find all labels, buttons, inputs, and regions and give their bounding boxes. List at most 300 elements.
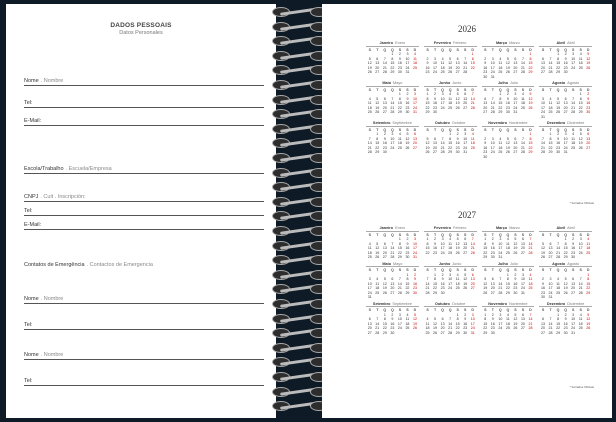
day-cell: 29 <box>563 255 568 259</box>
month-name-es: Septiembre <box>392 301 412 306</box>
field-line[interactable] <box>24 190 264 202</box>
day-cell: 5 <box>542 241 545 246</box>
day-cell: 2 <box>434 237 437 241</box>
day-cell: 31 <box>520 290 525 295</box>
field-line[interactable] <box>24 204 264 216</box>
month-name-es: Abril <box>567 226 575 230</box>
day-cell: 11 <box>498 141 503 145</box>
spiral-coil <box>270 254 330 266</box>
day-grid <box>539 308 592 335</box>
calendar-year-2 <box>366 226 592 335</box>
day-cell: 22 <box>448 145 453 150</box>
day-cell: 15 <box>556 61 561 65</box>
day-cell: 28 <box>470 105 475 110</box>
weekday-header: Q <box>383 87 387 92</box>
field-line[interactable] <box>24 374 264 386</box>
day-cell: 22 <box>483 326 488 330</box>
day-cell: 18 <box>505 246 510 250</box>
month-name-es: Octubre <box>451 301 466 306</box>
day-cell: 21 <box>425 286 430 290</box>
weekday-header: Q <box>564 308 568 312</box>
month-block <box>539 226 592 260</box>
day-cell: 5 <box>449 56 452 61</box>
field-line[interactable] <box>24 292 264 304</box>
field-line[interactable] <box>24 218 264 230</box>
day-cell: 9 <box>484 141 487 145</box>
day-cell: 19 <box>586 321 591 326</box>
day-cell: 17 <box>448 281 453 286</box>
month-header <box>424 81 477 87</box>
day-cell: 27 <box>563 110 568 114</box>
day-cell: 28 <box>390 255 395 259</box>
day-cell: 21 <box>470 101 475 105</box>
day-cell: 2 <box>406 92 409 96</box>
day-cell: 30 <box>556 150 561 154</box>
day-cell: 2 <box>391 312 394 317</box>
day-cell: 2 <box>491 237 494 241</box>
day-cell: 2 <box>514 272 517 277</box>
day-cell: 6 <box>413 132 416 136</box>
day-cell: 19 <box>433 326 438 330</box>
day-cell: 28 <box>571 110 576 114</box>
weekday-header: S <box>514 127 517 132</box>
day-cell: 29 <box>528 70 533 74</box>
day-cell: 19 <box>375 250 380 255</box>
day-cell: 19 <box>505 65 510 70</box>
month-block <box>424 302 477 336</box>
weekday-header: Q <box>564 47 568 52</box>
day-cell: 17 <box>433 65 438 70</box>
month-name-es: Mayo <box>393 81 403 85</box>
weekday-header: S <box>406 127 409 132</box>
day-cell: 3 <box>491 136 494 141</box>
day-cell: 23 <box>405 250 410 255</box>
day-cell: 3 <box>464 132 467 136</box>
day-cell: 30 <box>440 290 445 295</box>
field-line[interactable] <box>24 96 264 108</box>
day-grid <box>424 128 477 155</box>
day-cell: 8 <box>391 56 394 61</box>
day-cell: 23 <box>483 70 488 74</box>
day-cell: 9 <box>572 241 575 246</box>
weekday-header: T <box>376 308 379 312</box>
weekday-header: S <box>521 127 525 132</box>
day-cell: 13 <box>463 241 468 246</box>
day-cell: 9 <box>456 136 459 141</box>
spiral-coil <box>270 313 330 325</box>
day-cell: 4 <box>506 312 509 317</box>
page-subtitle: Datos Personales <box>119 30 163 36</box>
day-cell: 21 <box>578 286 583 290</box>
day-cell: 3 <box>406 52 409 56</box>
day-cell: 22 <box>390 65 395 70</box>
weekday-header: S <box>368 127 371 132</box>
field-line[interactable] <box>24 318 264 330</box>
day-cell: 6 <box>484 96 487 101</box>
month-block <box>424 262 477 300</box>
day-cell: 2 <box>383 132 386 136</box>
day-cell: 10 <box>412 96 417 101</box>
day-cell: 17 <box>367 286 372 290</box>
day-cell: 5 <box>506 136 509 141</box>
weekday-header: Q <box>498 47 502 52</box>
day-cell: 26 <box>425 150 430 154</box>
day-cell: 11 <box>375 281 380 286</box>
day-cell: 5 <box>564 277 567 281</box>
day-cell: 24 <box>390 145 395 150</box>
weekday-header: T <box>376 87 379 92</box>
day-cell: 31 <box>571 330 576 335</box>
day-cell: 12 <box>483 281 488 286</box>
weekday-header: S <box>541 47 545 52</box>
day-cell: 22 <box>528 65 533 70</box>
day-cell: 10 <box>548 281 553 286</box>
day-cell: 3 <box>471 312 474 317</box>
day-cell: 27 <box>390 290 395 295</box>
month-header <box>366 302 419 308</box>
day-cell: 16 <box>541 286 546 290</box>
spiral-coil <box>270 210 330 222</box>
day-cell: 5 <box>484 277 487 281</box>
day-cell: 8 <box>406 277 409 281</box>
spiral-coil <box>270 386 330 398</box>
day-cell: 5 <box>413 312 416 317</box>
field-label: Nome <box>24 352 39 358</box>
month-name: Abril <box>556 41 566 45</box>
day-cell: 10 <box>513 96 518 101</box>
day-cell: 17 <box>470 321 475 326</box>
day-cell: 19 <box>556 105 561 110</box>
day-cell: 21 <box>397 286 402 290</box>
day-cell: 23 <box>513 286 518 290</box>
month-block <box>424 226 477 260</box>
day-cell: 24 <box>498 326 503 330</box>
day-cell: 29 <box>455 330 460 335</box>
day-cell: 22 <box>382 326 387 330</box>
field-label: Tel: <box>24 322 33 328</box>
month-header <box>539 41 592 47</box>
day-cell: 9 <box>491 317 494 321</box>
day-grid <box>539 48 592 75</box>
day-cell: 24 <box>520 286 525 290</box>
day-cell: 20 <box>563 105 568 110</box>
day-cell: 4 <box>579 52 582 56</box>
day-cell: 30 <box>463 330 468 335</box>
month-block <box>539 302 592 336</box>
legend-1: * Feriados Oficiais <box>569 201 594 205</box>
day-cell: 13 <box>513 141 518 145</box>
month-block <box>366 302 419 336</box>
day-cell: 5 <box>376 241 379 246</box>
day-cell: 13 <box>520 241 525 246</box>
weekday-header: S <box>456 232 459 237</box>
field-label: Tel: <box>24 208 33 214</box>
day-cell: 3 <box>499 237 502 241</box>
weekday-header: T <box>376 47 379 52</box>
weekday-header: Q <box>498 87 502 92</box>
day-cell: 2 <box>398 52 401 56</box>
day-cell: 21 <box>528 321 533 326</box>
day-cell: 9 <box>434 241 437 246</box>
day-cell: 16 <box>455 141 460 145</box>
day-cell: 17 <box>563 141 568 145</box>
field-label: Escola/Trabalho <box>24 166 64 172</box>
day-cell: 4 <box>398 132 401 136</box>
day-cell: 22 <box>397 105 402 110</box>
day-cell: 14 <box>470 241 475 246</box>
day-cell: 18 <box>448 246 453 250</box>
weekday-header: D <box>413 268 417 272</box>
spiral-coil <box>270 356 330 368</box>
day-cell: 25 <box>498 150 503 154</box>
month-name: Dezembro <box>546 121 566 125</box>
month-block <box>482 81 535 119</box>
day-cell: 28 <box>541 150 546 154</box>
weekday-header: T <box>433 87 437 92</box>
weekday-header: Q <box>556 87 560 92</box>
weekday-header: S <box>398 268 402 272</box>
weekday-header: S <box>368 308 371 312</box>
day-cell: 13 <box>455 61 460 65</box>
weekday-header: S <box>398 127 402 132</box>
day-cell: 6 <box>391 277 394 281</box>
day-grid <box>482 268 535 295</box>
day-cell: 27 <box>586 145 591 150</box>
day-grid <box>539 233 592 260</box>
day-cell: 4 <box>506 237 509 241</box>
day-cell: 8 <box>529 136 532 141</box>
weekday-header: S <box>406 268 409 272</box>
day-cell: 20 <box>455 65 460 70</box>
weekday-header: S <box>579 308 582 312</box>
month-block <box>482 262 535 300</box>
day-cell: 27 <box>571 290 576 295</box>
day-cell: 25 <box>455 286 460 290</box>
day-cell: 4 <box>368 96 371 101</box>
weekday-header: D <box>529 268 532 272</box>
day-cell: 4 <box>406 312 409 317</box>
month-name: Outubro <box>434 121 450 125</box>
day-cell: 18 <box>578 61 583 65</box>
month-header <box>366 262 419 268</box>
day-cell: 12 <box>412 317 417 321</box>
day-cell: 29 <box>397 255 402 259</box>
day-cell: 29 <box>556 330 561 335</box>
day-cell: 25 <box>586 250 591 255</box>
month-block <box>482 41 535 79</box>
day-cell: 1 <box>499 92 502 96</box>
weekday-header: S <box>368 232 371 237</box>
emergency-heading <box>24 262 264 268</box>
day-cell: 10 <box>390 136 395 141</box>
day-grid <box>424 88 477 115</box>
day-cell: 7 <box>471 237 474 241</box>
day-cell: 27 <box>541 70 546 74</box>
day-cell: 18 <box>556 286 561 290</box>
day-cell: 19 <box>541 250 546 255</box>
day-cell: 28 <box>556 255 561 259</box>
weekday-header: S <box>484 268 487 272</box>
month-name-es: Septiembre <box>392 121 412 125</box>
day-cell: 16 <box>412 281 417 286</box>
day-cell: 3 <box>572 52 575 56</box>
day-grid <box>424 48 477 75</box>
day-cell: 30 <box>541 295 546 299</box>
day-cell: 23 <box>556 145 561 150</box>
day-cell: 28 <box>498 290 503 295</box>
field-line[interactable] <box>24 348 264 360</box>
day-cell: 14 <box>528 317 533 321</box>
day-cell: 20 <box>548 250 553 255</box>
day-cell: 4 <box>587 237 590 241</box>
day-cell: 31 <box>412 255 417 259</box>
day-cell: 4 <box>549 96 552 101</box>
day-cell: 9 <box>406 241 409 246</box>
day-cell: 2 <box>441 272 444 277</box>
day-cell: 5 <box>456 92 459 96</box>
day-cell: 8 <box>484 317 487 321</box>
day-cell: 16 <box>571 246 576 250</box>
spiral-coil <box>270 400 330 412</box>
day-cell: 8 <box>557 56 560 61</box>
weekday-header: D <box>586 127 590 132</box>
weekday-header: T <box>491 127 494 132</box>
day-cell: 9 <box>464 317 467 321</box>
day-cell: 11 <box>498 61 503 65</box>
weekday-header: D <box>413 47 417 52</box>
day-cell: 10 <box>463 136 468 141</box>
day-cell: 19 <box>528 101 533 105</box>
day-cell: 7 <box>464 56 467 61</box>
day-cell: 19 <box>455 101 460 105</box>
day-cell: 28 <box>382 70 387 74</box>
day-cell: 29 <box>483 255 488 259</box>
weekday-header: S <box>398 47 402 52</box>
day-cell: 18 <box>528 281 533 286</box>
day-cell: 8 <box>434 277 437 281</box>
day-cell: 9 <box>441 277 444 281</box>
field-line[interactable] <box>24 162 264 174</box>
day-cell: 19 <box>382 286 387 290</box>
field-line[interactable] <box>24 74 264 86</box>
weekday-header: S <box>426 87 429 92</box>
weekday-header: D <box>529 127 532 132</box>
page-title-block <box>6 22 276 36</box>
day-cell: 4 <box>471 132 474 136</box>
weekday-header: Q <box>390 87 394 92</box>
day-cell: 30 <box>586 110 591 114</box>
day-cell: 20 <box>382 250 387 255</box>
day-cell: 14 <box>520 61 525 65</box>
day-cell: 21 <box>390 250 395 255</box>
day-cell: 11 <box>506 317 510 321</box>
day-cell: 1 <box>579 92 582 96</box>
day-cell: 31 <box>470 330 475 335</box>
day-cell: 16 <box>563 61 568 65</box>
month-name-es: Enero <box>395 41 406 45</box>
weekday-header: Q <box>498 232 502 237</box>
day-cell: 6 <box>587 132 590 136</box>
day-cell: 23 <box>397 65 402 70</box>
day-cell: 17 <box>498 246 503 250</box>
weekday-header: D <box>413 308 417 312</box>
field-label: E-Mail: <box>24 222 42 228</box>
month-header <box>424 262 477 268</box>
month-name: Outubro <box>434 301 450 306</box>
weekday-header: D <box>413 127 417 132</box>
spiral-coil <box>270 137 330 149</box>
day-cell: 5 <box>426 136 429 141</box>
day-cell: 3 <box>413 92 416 96</box>
day-cell: 26 <box>578 145 583 150</box>
weekday-header: Q <box>448 308 452 312</box>
day-cell: 17 <box>571 321 576 326</box>
spiral-coil <box>270 35 330 47</box>
day-cell: 7 <box>391 96 394 101</box>
day-cell: 18 <box>448 101 453 105</box>
weekday-header: T <box>433 268 437 272</box>
weekday-header: Q <box>383 232 387 237</box>
day-cell: 5 <box>529 92 532 96</box>
day-cell: 10 <box>405 56 410 61</box>
day-cell: 14 <box>498 281 503 286</box>
day-cell: 19 <box>455 246 460 250</box>
day-cell: 18 <box>455 281 460 286</box>
weekday-header: Q <box>390 127 394 132</box>
weekday-header: S <box>484 232 487 237</box>
month-name-es: Febrero <box>453 41 467 45</box>
day-cell: 18 <box>498 145 503 150</box>
day-cell: 14 <box>382 61 387 65</box>
day-cell: 1 <box>506 272 509 277</box>
month-block <box>424 81 477 119</box>
weekday-header: Q <box>556 127 560 132</box>
day-cell: 10 <box>541 101 546 105</box>
day-cell: 6 <box>521 237 524 241</box>
day-grid <box>424 308 477 335</box>
day-cell: 12 <box>563 281 568 286</box>
weekday-header: D <box>529 47 532 52</box>
day-cell: 7 <box>529 312 532 317</box>
day-cell: 11 <box>548 101 553 105</box>
day-cell: 30 <box>405 255 410 259</box>
field-line[interactable] <box>24 114 264 126</box>
month-name-es: Julio <box>510 261 518 266</box>
day-cell: 24 <box>463 145 468 150</box>
day-cell: 8 <box>579 96 582 101</box>
day-cell: 22 <box>556 326 561 330</box>
day-grid <box>424 268 477 295</box>
day-cell: 18 <box>367 105 372 110</box>
personal-data-page <box>6 4 276 418</box>
day-cell: 26 <box>563 290 568 295</box>
personal-section <box>24 74 264 126</box>
day-cell: 15 <box>425 246 430 250</box>
day-cell: 28 <box>463 70 468 74</box>
weekday-header: Q <box>506 127 510 132</box>
day-cell: 10 <box>440 241 445 246</box>
day-cell: 19 <box>586 61 591 65</box>
day-cell: 14 <box>390 101 395 105</box>
day-cell: 14 <box>578 281 583 286</box>
weekday-header: S <box>398 308 402 312</box>
day-cell: 15 <box>556 321 561 326</box>
day-cell: 15 <box>586 281 591 286</box>
day-cell: 2 <box>564 312 567 317</box>
day-cell: 21 <box>541 145 546 150</box>
day-cell: 7 <box>521 56 524 61</box>
day-cell: 5 <box>456 237 459 241</box>
